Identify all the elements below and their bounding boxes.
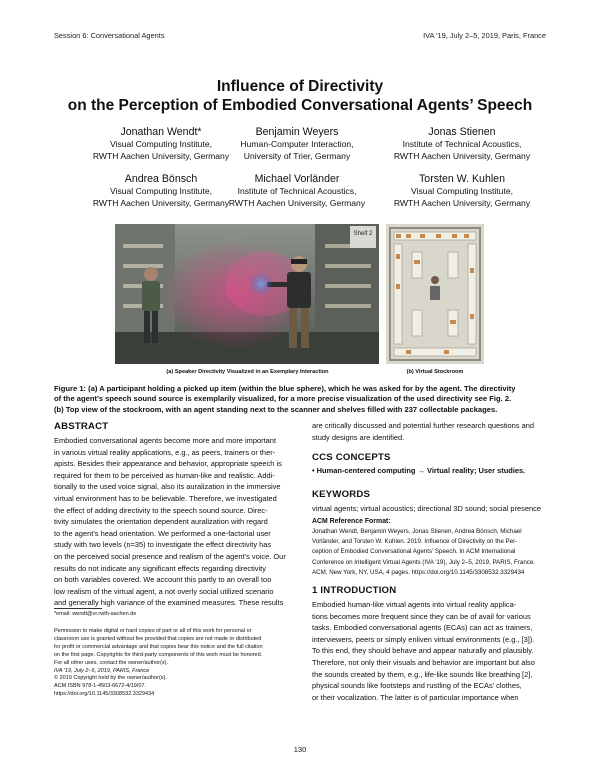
text-line: tivity simulates the orientation dependent auralization with regard	[54, 517, 268, 527]
permission-block	[54, 628, 298, 699]
author-name: Jonathan Wendt*	[120, 126, 202, 138]
text-line: ACM, New York, NY, USA, 4 pages. https://doi.org/10.1145/3308532.3329434	[312, 568, 525, 576]
text-line: the effect of adding directivity to the speech sound source. Direc-	[54, 505, 268, 515]
text-line: classroom use is granted without fee provided that copies are not made or distributed	[54, 635, 262, 642]
footnote-email: *email: wendt@vr.rwth-aachen.de	[54, 611, 137, 617]
text-line: Therefore, not only their visuals and behavior are important but also	[312, 657, 535, 667]
figure-1a-image	[115, 224, 379, 364]
text-line: low realism of the virtual agent, a not overly social utilized scenario	[54, 586, 274, 596]
text-line: Embodied conversational agents become more and more important	[54, 436, 277, 445]
author-affiliation: Visual Computing Institute,	[109, 186, 213, 196]
text-line: results do not indicate any significant effects regarding directivity	[54, 563, 266, 573]
author-affiliation: RWTH Aachen University, Germany	[92, 197, 230, 208]
figure-caption	[54, 384, 548, 415]
text-line: the sounds created by them, e.g., life-like sounds like breathing [2],	[312, 669, 533, 679]
author-name: Benjamin Weyers	[255, 126, 339, 138]
ccs-heading: CCS CONCEPTS	[312, 452, 391, 463]
keywords-text: virtual agents; virtual acoustics; directional 3D sound; social presence	[312, 504, 542, 513]
text-line: tions becomes more frequent since they can be of avail for various	[312, 611, 531, 621]
figure-1b-image	[386, 224, 484, 364]
author-affiliation: University of Trier, Germany	[243, 150, 351, 161]
text-line: are critically discussed and potential further research questions and	[312, 421, 535, 430]
text-line: https://doi.org/10.1145/3308532.3329434	[54, 691, 155, 698]
text-line: physical sounds like footsteps and rustling of the ECAs’ clothes,	[312, 681, 522, 691]
text-line: to the agent’s head orientation. We performed a one-factorial user	[54, 528, 271, 538]
author-name: Michael Vorländer	[254, 173, 340, 185]
introduction-body	[312, 599, 548, 703]
author-affiliation: RWTH Aachen University, Germany	[228, 197, 366, 208]
text-line: or their vocalization. The latter is of particular importance when	[312, 692, 519, 702]
text-line: © 2019 Copyright held by the owner/author(s).	[54, 675, 167, 682]
text-line: For all other uses, contact the owner/author(s).	[54, 659, 169, 666]
subcaption-b: (b) Virtual Stockroom	[406, 369, 464, 375]
text-line: Vorländer, and Torsten W. Kuhlen. 2019. Influence of Directivity on the Per-	[312, 538, 518, 546]
text-line: ception of Embodied Conversational Agents’ Speech. In ACM International	[312, 548, 516, 556]
abstract-body	[54, 435, 296, 609]
text-line: on both variables covered. We account this partly to an overall too	[54, 575, 272, 585]
text-line: and generally high variance of the examined measures. These results	[54, 598, 284, 608]
caption-line: Figure 1: (a) A participant holding a picked up item (within the blue sphere), which he was asked for by the agent. The directivity	[54, 384, 516, 393]
text-line: on the first page. Copyrights for third-party components of this work must be honored.	[54, 651, 263, 658]
caption-line: (b) Top view of the stockroom, with an agent standing next to the scanner and shelves filled with 237 collectable packages.	[54, 404, 498, 414]
acm-reference-heading: ACM Reference Format:	[312, 518, 391, 525]
title-line-1: Influence of Directivity	[216, 78, 384, 95]
text-line: Conference on Intelligent Virtual Agents (IVA '19), July 2–5, 2019, PARIS, France.	[312, 558, 536, 566]
text-line: for profit or commercial advantage and that copies bear this notice and the full citation	[54, 643, 263, 650]
agent-topview	[431, 276, 439, 284]
text-line: tasks. Embodied conversational agents (ECAs) can act as trainers,	[312, 623, 533, 633]
author-affiliation: Human-Computer Interaction,	[240, 139, 354, 149]
text-line: ACM ISBN 978-1-4503-6672-4/19/07.	[54, 683, 147, 690]
paper-title	[0, 77, 600, 115]
abstract-continuation	[312, 420, 548, 443]
abstract-heading: ABSTRACT	[54, 421, 109, 432]
subcaption-a: (a) Speaker Directivity Visualized in an Exemplary Interaction	[166, 369, 329, 375]
author-affiliation: RWTH Aachen University, Germany	[92, 150, 230, 161]
ccs-concepts: • Human-centered computing → Virtual reality; User studies.	[312, 466, 526, 475]
text-line: IVA '19, July 2–5, 2019, PARIS, France	[54, 667, 150, 674]
author-name: Jonas Stienen	[428, 126, 496, 138]
text-line: tionally to the used voice signal, also its auralization in the immersive	[54, 482, 281, 492]
author-affiliation: Visual Computing Institute,	[410, 186, 514, 196]
text-line: study designs are identified.	[312, 432, 405, 442]
shelf-label: Shelf 2	[353, 231, 373, 237]
text-line: in various virtual reality applications, e.g., as peers, trainers or ther-	[54, 447, 276, 457]
title-line-2: on the Perception of Embodied Conversational Agents’ Speech	[67, 97, 533, 114]
acm-reference-body	[312, 527, 548, 578]
keywords-heading: KEYWORDS	[312, 489, 371, 500]
author-affiliation: Institute of Technical Acoustics,	[237, 186, 357, 196]
text-line: required for them to be perceived as human-like and realistic. Addi-	[54, 470, 275, 480]
text-line: virtual environment has to be believable. Therefore, we investigated	[54, 493, 277, 503]
text-line: study with two levels (n=35) to investigate the effect directivity has	[54, 540, 272, 550]
text-line: Embodied human-like virtual agents into virtual reality applica-	[312, 600, 517, 609]
author-name: Andrea Bönsch	[124, 173, 198, 185]
author-affiliation: Institute of Technical Acoustics,	[402, 139, 522, 149]
caption-line: of the agent’s speech sound source is exemplarily visualized, for a more precise visualization of the used directivity see Fig. 2.	[54, 394, 512, 404]
author-affiliation: RWTH Aachen University, Germany	[393, 197, 531, 208]
author-name: Torsten W. Kuhlen	[419, 173, 505, 185]
footnote-rule	[54, 608, 102, 609]
text-line: on the perceived social presence and realism of the agent’s voice. Our	[54, 551, 286, 561]
author-affiliation: RWTH Aachen University, Germany	[393, 150, 531, 161]
running-header-right: IVA '19, July 2–5, 2019, Paris, France	[423, 31, 546, 40]
introduction-heading: 1 INTRODUCTION	[312, 585, 397, 596]
page-number: 130	[293, 745, 307, 754]
author-affiliation: Visual Computing Institute,	[109, 139, 213, 149]
text-line: interviewers, peers or simply enliven virtual environments (e.g., [3]).	[312, 634, 535, 644]
text-line: To this end, they should behave and appear naturally and plausibly.	[312, 646, 534, 656]
text-line: Jonathan Wendt, Benjamin Weyers, Jonas Stienen, Andrea Bönsch, Michael	[312, 528, 522, 535]
author-block	[362, 172, 562, 209]
text-line: apists. Besides their appearance and behavior, appropriate speech is	[54, 459, 282, 469]
author-block	[362, 125, 562, 162]
text-line: Permission to make digital or hard copies of part or all of this work for personal or	[54, 628, 252, 634]
running-header-left: Session 6: Conversational Agents	[54, 31, 165, 40]
